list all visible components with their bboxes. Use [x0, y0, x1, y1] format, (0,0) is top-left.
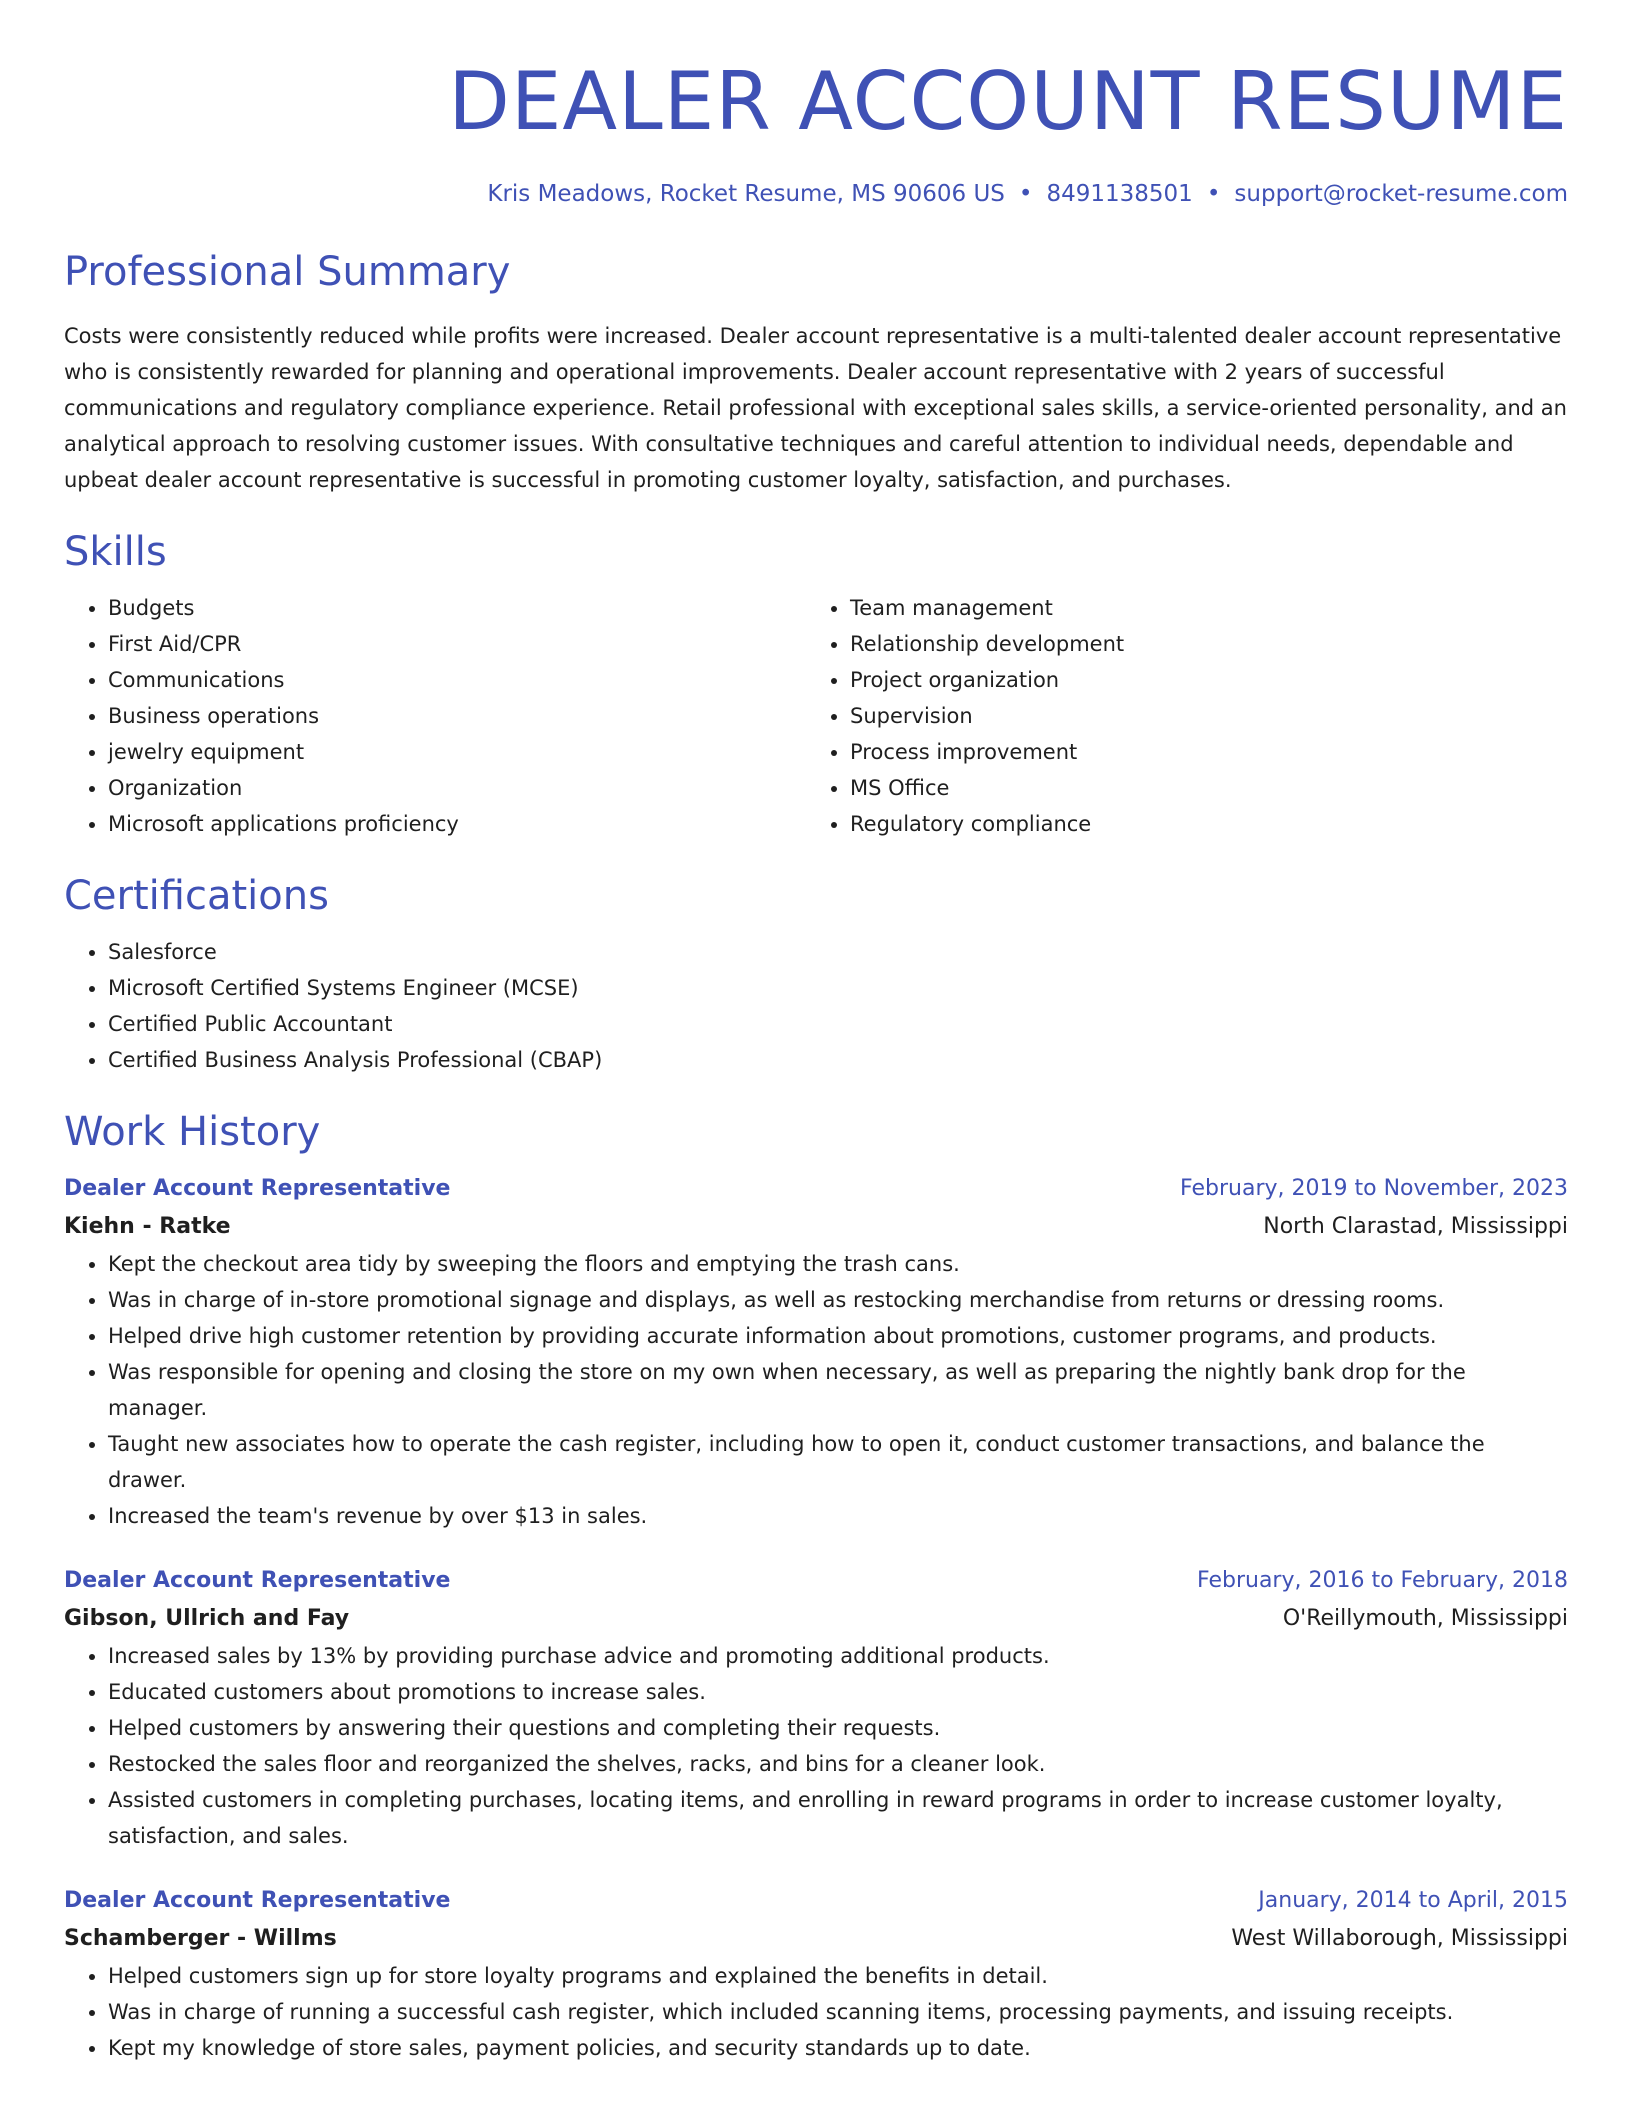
work-history-section [64, 1106, 1568, 2066]
job-company-row [64, 1208, 1568, 1246]
list-item: • MS Office [850, 770, 1548, 806]
job-location: O'Reillymouth, Mississippi [1282, 1606, 1568, 1631]
skills-list-right [806, 590, 1548, 842]
job-title: Dealer Account Representative [64, 1176, 451, 1201]
contact-separator: • [1206, 181, 1221, 207]
list-item: • Was in charge of in-store promotional signage and displays, as well as restocking merchandise from returns or dressing rooms. [108, 1282, 1568, 1318]
skills-column-left [64, 590, 806, 842]
list-item: • Restocked the sales floor and reorganized the shelves, racks, and bins for a cleaner look. [108, 1746, 1568, 1782]
job-list [64, 1170, 1568, 2066]
job-title-row [64, 1882, 1568, 1920]
job-company-row [64, 1600, 1568, 1638]
contact-line [64, 178, 1568, 210]
list-item: • Regulatory compliance [850, 806, 1548, 842]
list-item: • Microsoft Certified Systems Engineer (MCSE) [108, 970, 1568, 1006]
job-company: Gibson, Ullrich and Fay [64, 1606, 350, 1631]
job-bullet-list [64, 1246, 1568, 1534]
list-item: • Certified Business Analysis Professional (CBAP) [108, 1042, 1568, 1078]
job-location: West Willaborough, Mississippi [1231, 1926, 1568, 1951]
list-item: • Organization [108, 770, 806, 806]
list-item: • jewelry equipment [108, 734, 806, 770]
list-item: • Project organization [850, 662, 1548, 698]
page-title: DEALER ACCOUNT RESUME [448, 55, 1568, 148]
list-item: • Kept my knowledge of store sales, payment policies, and security standards up to date. [108, 2030, 1568, 2066]
summary-text: Costs were consistently reduced while profits were increased. Dealer account representative is a multi-talented dealer account representative who is consistently rewarded for planning and operational improvements. Dealer account representative with 2 years of successful communications and regulatory compliance experience. Retail professional with exceptional sales skills, a service-oriented personality, and an analytical approach to resolving customer issues. With consultative techniques and careful attention to individual needs, dependable and upbeat dealer account representative is successful in promoting customer loyalty, satisfaction, and purchases. [64, 324, 1567, 492]
list-item: • Helped customers by answering their questions and completing their requests. [108, 1710, 1568, 1746]
list-item: • Salesforce [108, 934, 1568, 970]
skills-list-left [64, 590, 806, 842]
list-item: • Kept the checkout area tidy by sweeping the floors and emptying the trash cans. [108, 1246, 1568, 1282]
resume-page [64, 0, 1568, 2066]
skills-heading: Skills [64, 529, 167, 575]
job-bullet-list [64, 1958, 1568, 2066]
contact-address: Kris Meadows, Rocket Resume, MS 90606 US [487, 181, 1005, 207]
list-item: • Supervision [850, 698, 1548, 734]
job-dates: February, 2019 to November, 2023 [1180, 1176, 1568, 1201]
list-item: • Certified Public Accountant [108, 1006, 1568, 1042]
certifications-heading: Certifications [64, 873, 329, 919]
list-item: • Microsoft applications proficiency [108, 806, 806, 842]
contact-separator: • [1018, 181, 1033, 207]
list-item: • Relationship development [850, 626, 1548, 662]
summary-section [64, 246, 1568, 498]
skills-column-right [806, 590, 1548, 842]
work-history-heading: Work History [64, 1109, 321, 1155]
job-dates: January, 2014 to April, 2015 [1258, 1888, 1568, 1913]
job-company: Schamberger - Willms [64, 1926, 337, 1951]
list-item: • Increased sales by 13% by providing purchase advice and promoting additional products. [108, 1638, 1568, 1674]
job-bullet-list [64, 1638, 1568, 1854]
job-dates: February, 2016 to February, 2018 [1197, 1568, 1568, 1593]
list-item: • Helped customers sign up for store loyalty programs and explained the benefits in detail. [108, 1958, 1568, 1994]
job-entry [64, 1170, 1568, 1534]
list-item: • Team management [850, 590, 1548, 626]
job-entry [64, 1562, 1568, 1854]
certifications-list [64, 934, 1568, 1078]
job-entry [64, 1882, 1568, 2066]
list-item: • Taught new associates how to operate the cash register, including how to open it, conduct customer transactions, and balance the drawer. [108, 1426, 1568, 1498]
list-item: • Budgets [108, 590, 806, 626]
job-location: North Clarastad, Mississippi [1263, 1214, 1568, 1239]
list-item: • Was in charge of running a successful cash register, which included scanning items, processing payments, and issuing receipts. [108, 1994, 1568, 2030]
list-item: • Assisted customers in completing purchases, locating items, and enrolling in reward programs in order to increase customer loyalty, satisfaction, and sales. [108, 1782, 1568, 1854]
list-item: • Was responsible for opening and closing the store on my own when necessary, as well as preparing the nightly bank drop for the manager. [108, 1354, 1568, 1426]
list-item: • Helped drive high customer retention by providing accurate information about promotions, customer programs, and products. [108, 1318, 1568, 1354]
skills-grid [64, 590, 1568, 842]
contact-phone: 8491138501 [1046, 181, 1193, 207]
contact-email: support@rocket-resume.com [1234, 181, 1568, 207]
job-company: Kiehn - Ratke [64, 1214, 231, 1239]
list-item: • First Aid/CPR [108, 626, 806, 662]
certifications-section [64, 870, 1568, 1078]
list-item: • Process improvement [850, 734, 1548, 770]
job-title: Dealer Account Representative [64, 1568, 451, 1593]
job-title-row [64, 1170, 1568, 1208]
summary-heading: Professional Summary [64, 249, 511, 295]
job-company-row [64, 1920, 1568, 1958]
skills-section [64, 526, 1568, 842]
list-item: • Educated customers about promotions to increase sales. [108, 1674, 1568, 1710]
list-item: • Business operations [108, 698, 806, 734]
list-item: • Communications [108, 662, 806, 698]
job-title-row [64, 1562, 1568, 1600]
list-item: • Increased the team's revenue by over $13 in sales. [108, 1498, 1568, 1534]
job-title: Dealer Account Representative [64, 1888, 451, 1913]
